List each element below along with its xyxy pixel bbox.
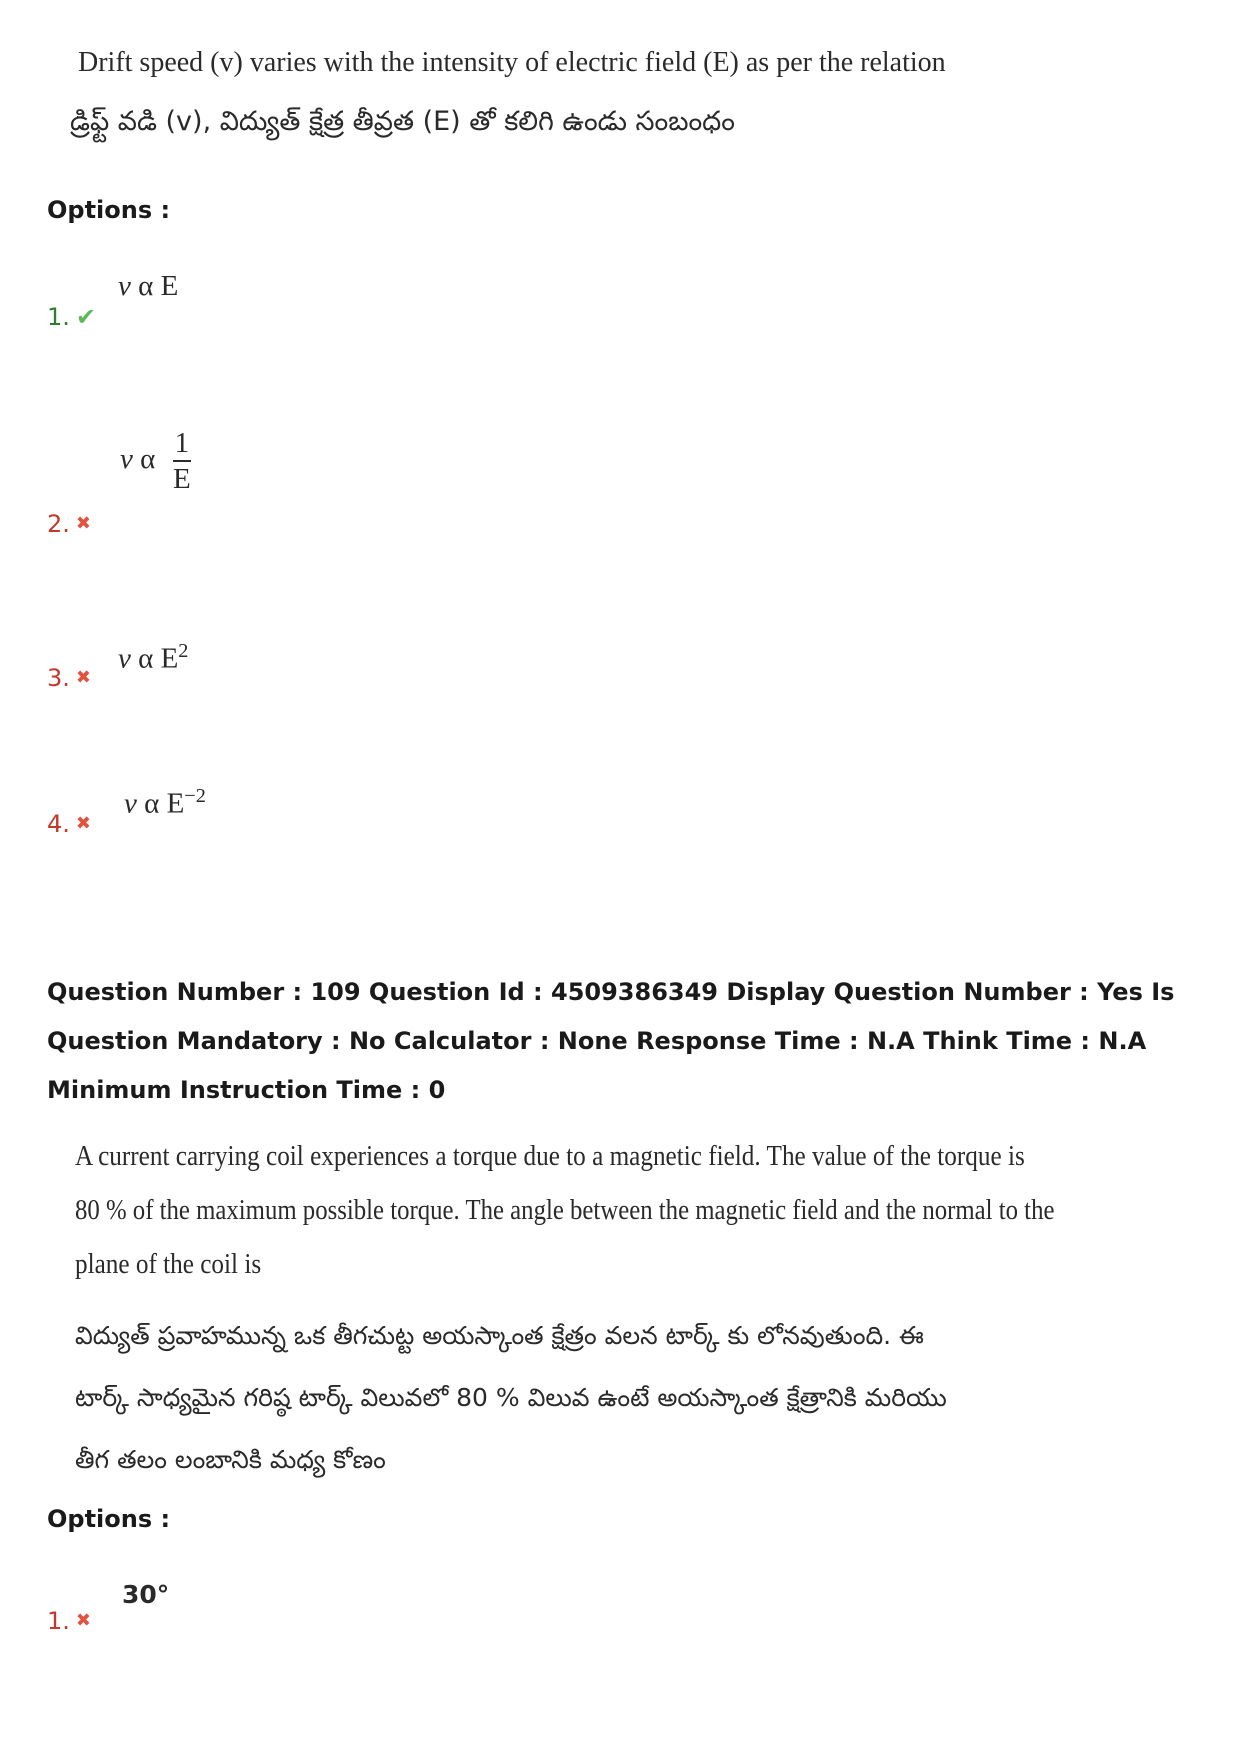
- question-text-telugu: డ్రిఫ్ట్ వడి (v), విద్యుత్ క్షేత్ర తీవ్రత (E) తో కలిగి ఉండు సంబంధం: [70, 106, 735, 137]
- option-2-formula: v α $\frac{1}{E}$: [120, 427, 191, 496]
- question-line: టార్క్ సాధ్యమైన గరిష్ఠ టార్క్ విలువలో 80 % విలువ ఉంటే అయస్కాంత క్షేత్రానికి మరియు: [75, 1383, 947, 1412]
- option-1-value: 30°: [122, 1580, 170, 1609]
- question-line: విద్యుత్ ప్రవాహమున్న ఒక తీగచుట్ట అయస్కాంత క్షేత్రం వలన టార్క్ కు లోనవుతుంది. ఈ: [75, 1321, 924, 1350]
- question-line: A current carrying coil experiences a torque due to a magnetic field. The value of the torque is: [75, 1141, 1025, 1172]
- cross-icon: ✖: [75, 667, 91, 688]
- cross-icon: ✖: [75, 513, 91, 534]
- check-icon: ✔: [75, 303, 97, 331]
- question-109-text-english: [75, 1140, 1130, 1174]
- option-2-number: 2. ✖: [47, 510, 91, 538]
- option-3-formula: v α $E^2$: [118, 640, 189, 675]
- option-1-number: 1. ✔: [47, 303, 97, 331]
- option-1-formula: v α E: [118, 270, 179, 302]
- question-line: plane of the coil is: [75, 1249, 262, 1280]
- option-1-number: 1. ✖: [47, 1607, 91, 1635]
- question-metadata: Question Number : 109 Question Id : 4509386349 Display Question Number : Yes Is Question Mandatory : No Calculator : None Response Time : N.A Think Time : N.A Minimum Instruction Time : 0: [47, 978, 1175, 1104]
- question-109-text-english: [75, 1248, 282, 1282]
- fraction: $\frac{1}{E}$: [172, 427, 191, 496]
- question-text-english: Drift speed (v) varies with the intensity of electric field (E) as per the relation: [78, 47, 946, 78]
- question-109-text-english: [75, 1194, 1182, 1228]
- cross-icon: ✖: [75, 1610, 91, 1631]
- options-label: Options :: [47, 196, 171, 224]
- question-line: తీగ తలం లంబానికి మధ్య కోణం: [75, 1445, 386, 1474]
- question-109-text-telugu: [75, 1305, 947, 1491]
- options-label: Options :: [47, 1505, 171, 1533]
- option-4-formula: v α $E^{-2}$: [124, 785, 206, 820]
- question-line: 80 % of the maximum possible torque. The angle between the magnetic field and the normal to the: [75, 1195, 1055, 1226]
- cross-icon: ✖: [75, 813, 91, 834]
- option-3-number: 3. ✖: [47, 664, 91, 692]
- option-4-number: 4. ✖: [47, 810, 91, 838]
